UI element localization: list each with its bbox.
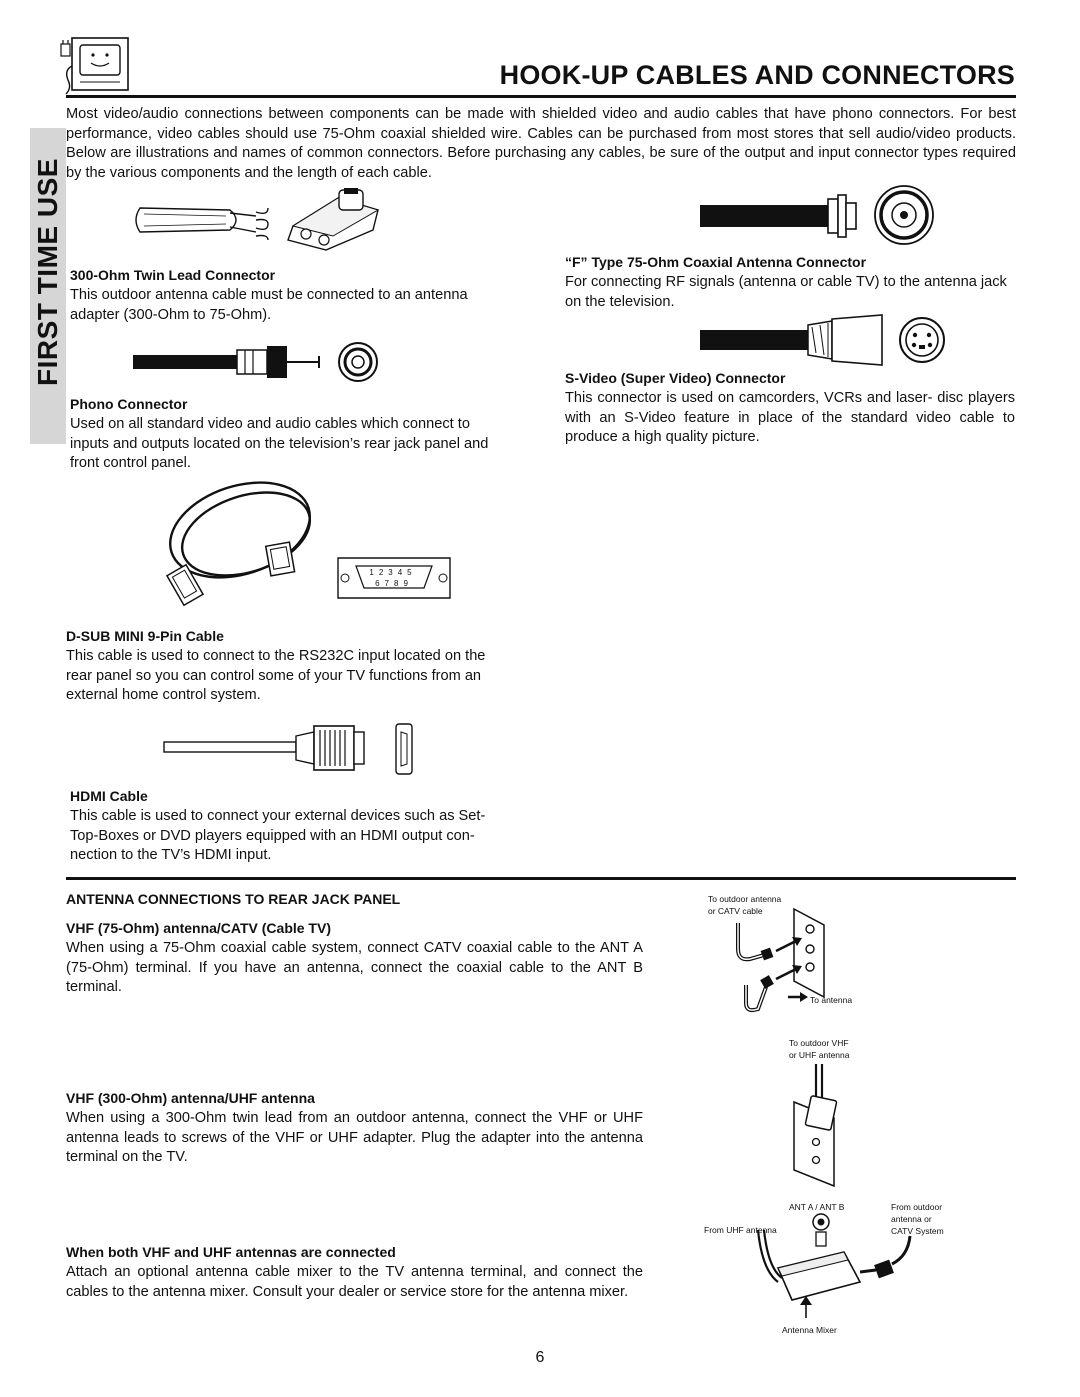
phono-text: Used on all standard video and audio cables which connect to inputs and outputs located on the television’s rear jack panel and front control panel. [70, 416, 489, 471]
caption-outdoor-catv-line1: To outdoor antenna [708, 894, 782, 904]
f-type-heading: “F” Type 75-Ohm Coaxial Antenna Connector [565, 254, 867, 270]
caption-outdoor-vhf-line2: or UHF antenna [789, 1050, 850, 1060]
hdmi-cable-illustration [162, 720, 422, 776]
both-antennas-heading: When both VHF and UHF antennas are connected [66, 1244, 396, 1260]
caption-outdoor-vhf-line1: To outdoor VHF [789, 1038, 849, 1048]
f-type-text: For connecting RF signals (antenna or cable TV) to the antenna jack on the television. [565, 274, 1007, 310]
title-divider [66, 95, 1016, 98]
dsub-text: This cable is used to connect to the RS232C input located on the rear panel so you can control some of your TV functions from an external home control system. [66, 648, 486, 703]
svideo-connector-illustration [700, 311, 950, 369]
twin-lead-text: This outdoor antenna cable must be connected to an antenna adapter (300-Ohm to 75-Ohm). [70, 287, 468, 323]
dsub-pins-bottom: 6789 [375, 579, 413, 588]
twin-lead-connector-illustration [138, 188, 398, 252]
vhf75-heading: VHF (75-Ohm) antenna/CATV (Cable TV) [66, 920, 331, 936]
caption-mixer: Antenna Mixer [782, 1325, 837, 1335]
antenna-mixer-diagram [748, 1210, 918, 1320]
caption-ant-ab: ANT A / ANT B [789, 1202, 845, 1212]
svideo-heading: S-Video (Super Video) Connector [565, 370, 786, 386]
dsub-cable-illustration [160, 478, 460, 610]
caption-from-outdoor-line2: antenna or [891, 1214, 932, 1224]
phono-heading: Phono Connector [70, 396, 188, 412]
caption-outdoor-catv-line2: or CATV cable [708, 906, 763, 916]
uhf-vhf-adapter-diagram [790, 1062, 850, 1190]
antenna-section-heading: ANTENNA CONNECTIONS TO REAR JACK PANEL [66, 891, 401, 907]
tv-plug-icon [58, 36, 134, 96]
intro-paragraph: Most video/audio connections between components can be made with shielded video and audio cables that have phono connectors. For best performance, video cables should use 75-Ohm coaxial shielded wire. Cables can be purchased from most stores that sell audio/video products. Below are illustrations and names of common connectors. Before purchasing any cables, be sure of the output and input connector types required by the various components and the length of each cable. [66, 106, 1016, 181]
caption-to-antenna: To antenna [810, 995, 853, 1005]
page-title: HOOK-UP CABLES AND CONNECTORS [499, 60, 1015, 90]
twin-lead-heading: 300-Ohm Twin Lead Connector [70, 267, 276, 283]
f-type-connector-illustration [700, 183, 940, 247]
caption-from-uhf: From UHF antenna [704, 1225, 777, 1235]
caption-from-outdoor-line3: CATV System [891, 1226, 944, 1236]
page-number: 6 [535, 1349, 545, 1366]
vhf300-text: When using a 300-Ohm twin lead from an outdoor antenna, connect the VHF or UHF antenna leads to screws of the VHF or UHF adapter. Plug the adapter into the antenna terminal on the TV. [66, 1110, 643, 1165]
hdmi-heading: HDMI Cable [70, 788, 148, 804]
vhf75-text: When using a 75-Ohm coaxial cable system, connect CATV coaxial cable to the ANT A (75-Ohm) terminal. If you have an antenna, connect the coaxial cable to the ANT B terminal. [66, 940, 643, 995]
both-antennas-text: Attach an optional antenna cable mixer to the TV antenna terminal, and connect the cables to the antenna mixer. Consult your dealer or service store for the antenna mixer. [66, 1264, 643, 1300]
svideo-text: This connector is used on camcorders, VCRs and laser- disc players with an S-Video feature in place of the standard video cable to produce a high quality picture. [565, 390, 1015, 445]
vhf300-heading: VHF (300-Ohm) antenna/UHF antenna [66, 1090, 315, 1106]
dsub-pins-top: 12345 [369, 568, 417, 577]
phono-connector-illustration [133, 340, 383, 384]
section-divider [66, 877, 1016, 880]
hdmi-text: This cable is used to connect your external devices such as Set-Top-Boxes or DVD players equipped with an HDMI output con- nection to the TV’s HDMI input. [70, 808, 486, 863]
section-tab-label: FIRST TIME USE [32, 158, 63, 386]
caption-from-outdoor-line1: From outdoor [891, 1202, 943, 1212]
dsub-heading: D-SUB MINI 9-Pin Cable [66, 628, 224, 644]
